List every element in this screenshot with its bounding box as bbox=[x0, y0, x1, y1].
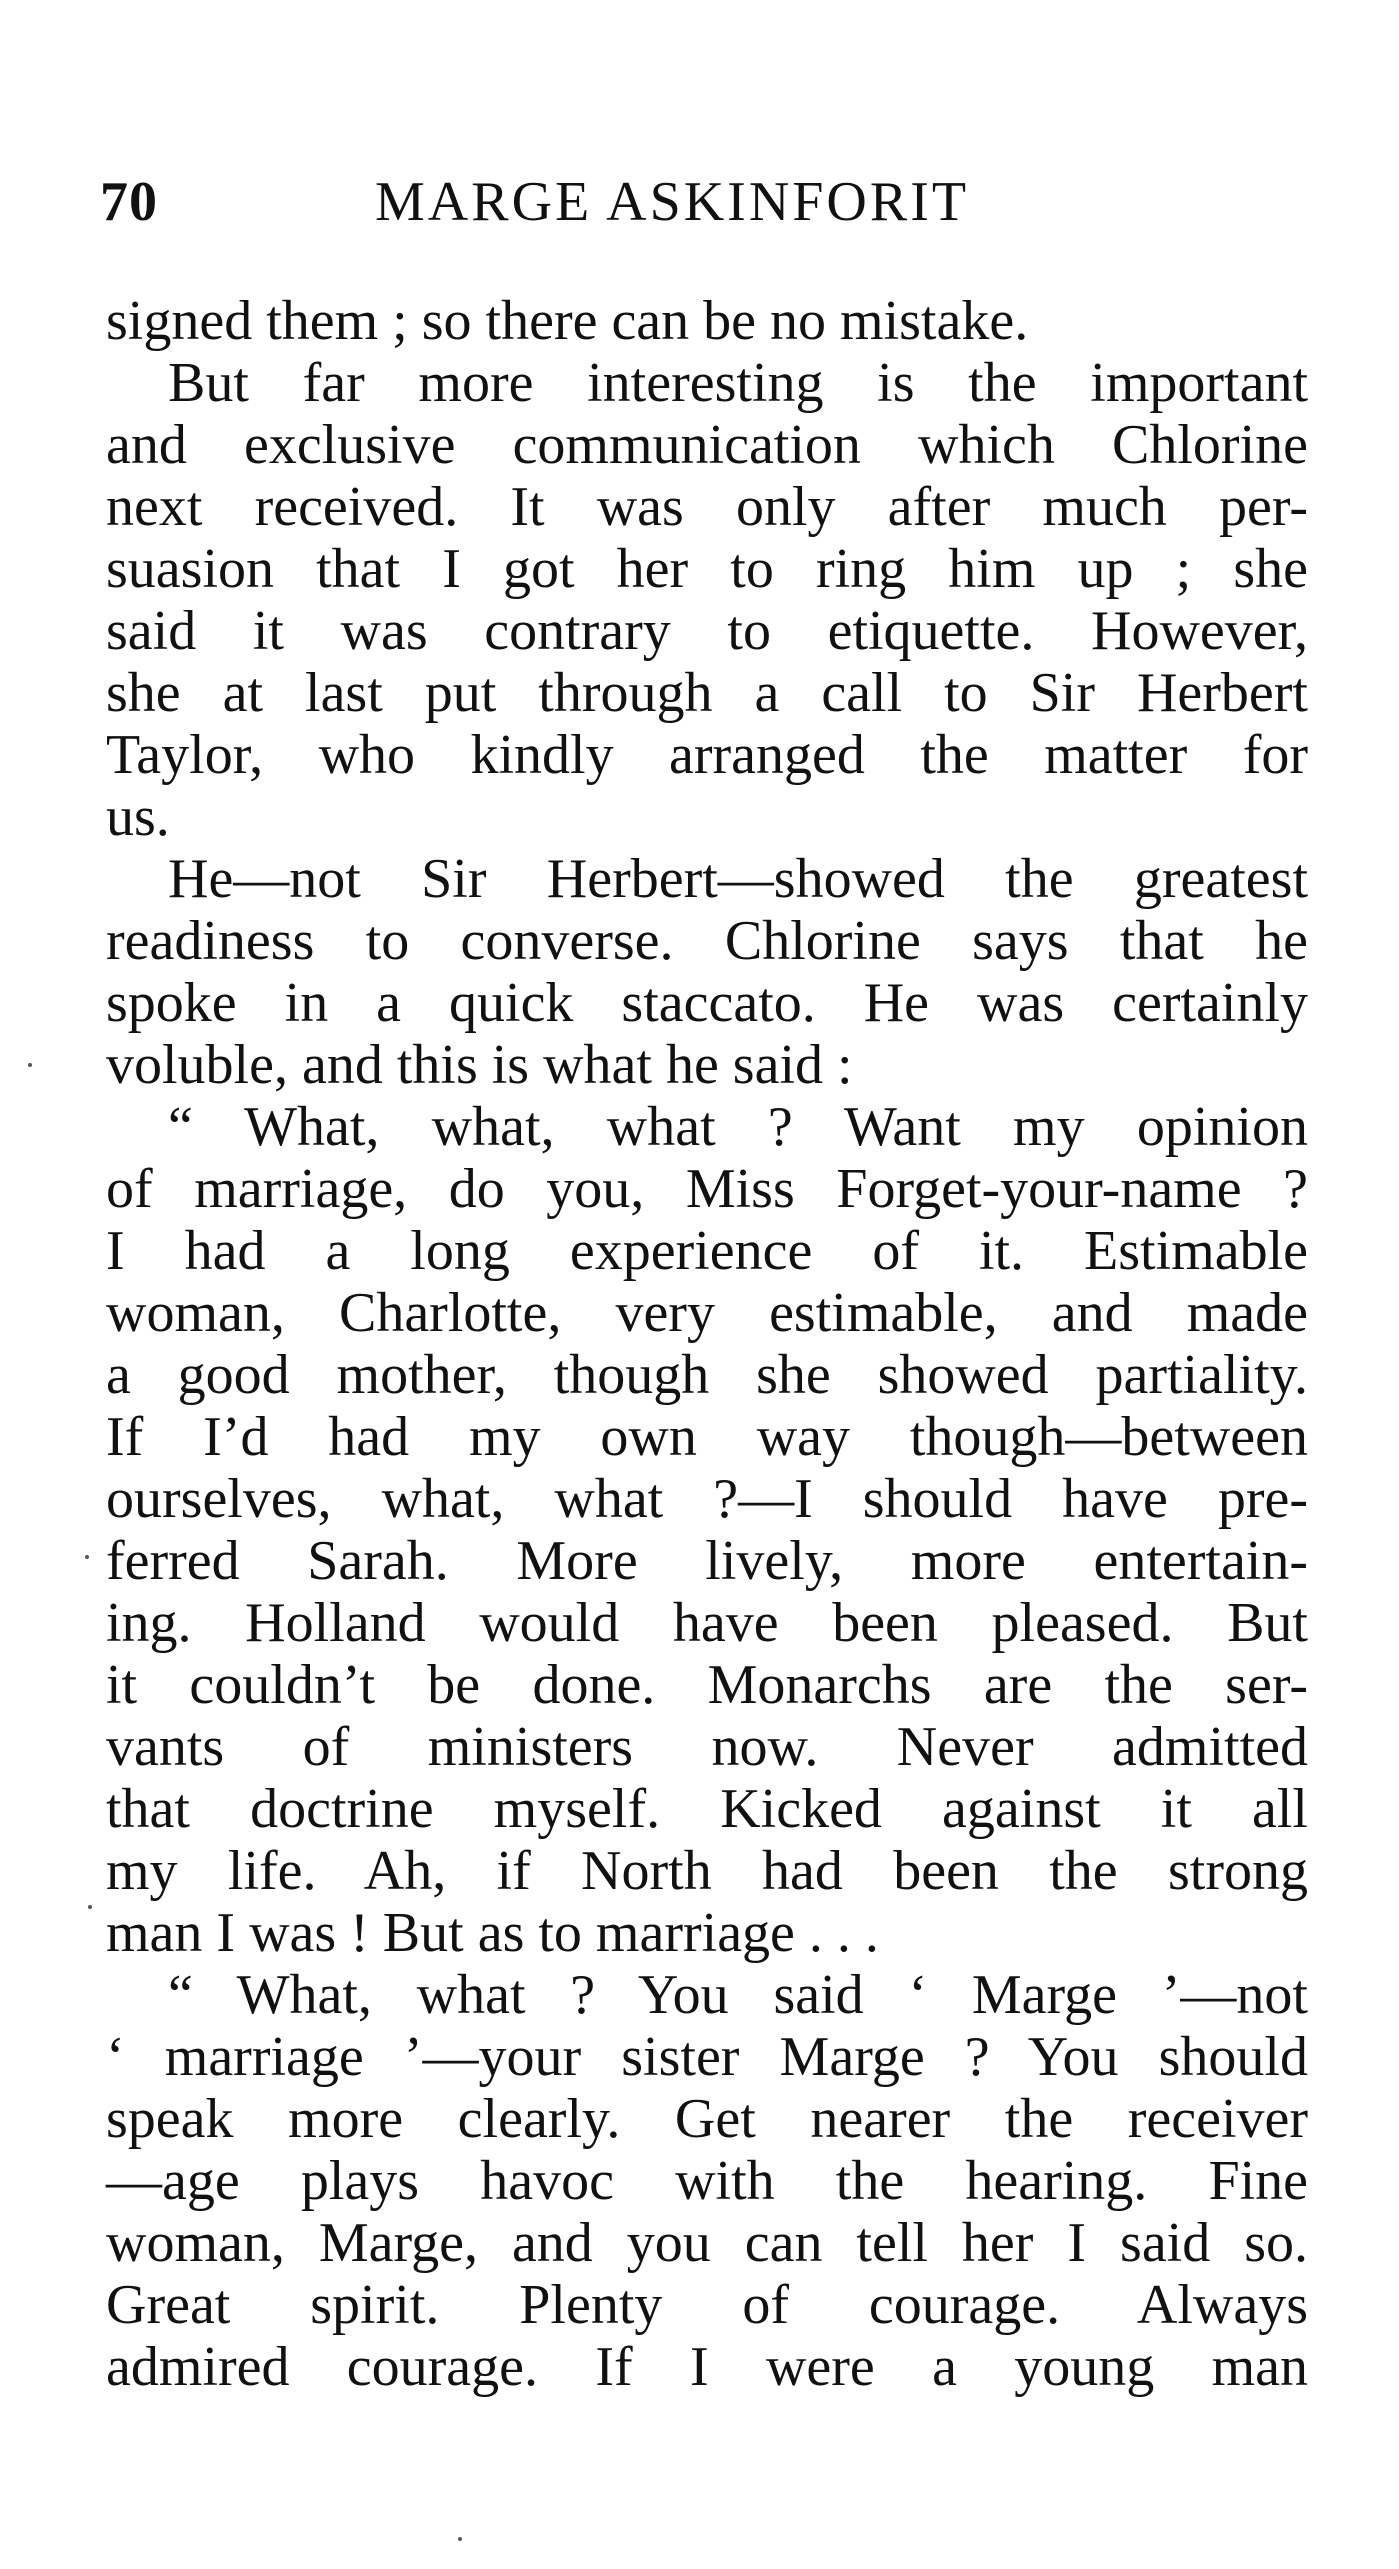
text-line: and exclusive communication which Chlorine bbox=[106, 414, 1308, 476]
text-line: He—not Sir Herbert—showed the greatest bbox=[168, 848, 1308, 910]
print-speck bbox=[28, 1063, 32, 1067]
text-line: voluble, and this is what he said : bbox=[106, 1034, 853, 1096]
text-line: of marriage, do you, Miss Forget-your-name ? bbox=[106, 1158, 1308, 1220]
text-line: I had a long experience of it. Estimable bbox=[106, 1220, 1308, 1282]
text-line: —age plays havoc with the hearing. Fine bbox=[106, 2150, 1308, 2212]
print-speck bbox=[85, 1555, 89, 1559]
text-line: If I’d had my own way though—between bbox=[106, 1406, 1308, 1468]
text-line: woman, Charlotte, very estimable, and made bbox=[106, 1282, 1308, 1344]
text-line: said it was contrary to etiquette. However, bbox=[106, 600, 1308, 662]
text-line: signed them ; so there can be no mistake. bbox=[106, 290, 1029, 352]
running-title: MARGE ASKINFORIT bbox=[375, 171, 970, 233]
text-line: Taylor, who kindly arranged the matter for bbox=[106, 724, 1308, 786]
text-line: admired courage. If I were a young man bbox=[106, 2336, 1308, 2398]
text-line: ferred Sarah. More lively, more entertain- bbox=[106, 1530, 1308, 1592]
text-line: it couldn’t be done. Monarchs are the ser- bbox=[106, 1654, 1308, 1716]
text-line: Great spirit. Plenty of courage. Always bbox=[106, 2274, 1308, 2336]
text-line: “ What, what, what ? Want my opinion bbox=[168, 1096, 1308, 1158]
text-line: “ What, what ? You said ‘ Marge ’—not bbox=[168, 1964, 1308, 2026]
text-line: spoke in a quick staccato. He was certainly bbox=[106, 972, 1308, 1034]
text-line: a good mother, though she showed partiality. bbox=[106, 1344, 1308, 1406]
print-speck bbox=[458, 2537, 462, 2541]
page-header bbox=[100, 170, 1300, 240]
text-line: readiness to converse. Chlorine says that he bbox=[106, 910, 1308, 972]
text-line: ing. Holland would have been pleased. But bbox=[106, 1592, 1308, 1654]
text-line: next received. It was only after much per- bbox=[106, 476, 1308, 538]
print-speck bbox=[88, 1905, 92, 1909]
text-line: suasion that I got her to ring him up ; she bbox=[106, 538, 1308, 600]
text-line: speak more clearly. Get nearer the receiver bbox=[106, 2088, 1308, 2150]
text-line: But far more interesting is the important bbox=[168, 352, 1308, 414]
text-line: vants of ministers now. Never admitted bbox=[106, 1716, 1308, 1778]
text-line: man I was ! But as to marriage . . . bbox=[106, 1902, 879, 1964]
text-line: woman, Marge, and you can tell her I said so. bbox=[106, 2212, 1308, 2274]
text-line: us. bbox=[106, 786, 170, 848]
text-line: that doctrine myself. Kicked against it all bbox=[106, 1778, 1308, 1840]
text-line: ‘ marriage ’—your sister Marge ? You should bbox=[106, 2026, 1308, 2088]
page-number: 70 bbox=[100, 171, 158, 233]
text-line: ourselves, what, what ?—I should have pre- bbox=[106, 1468, 1308, 1530]
text-line: my life. Ah, if North had been the strong bbox=[106, 1840, 1308, 1902]
text-line: she at last put through a call to Sir Herbert bbox=[106, 662, 1308, 724]
body-text bbox=[106, 290, 1308, 2398]
